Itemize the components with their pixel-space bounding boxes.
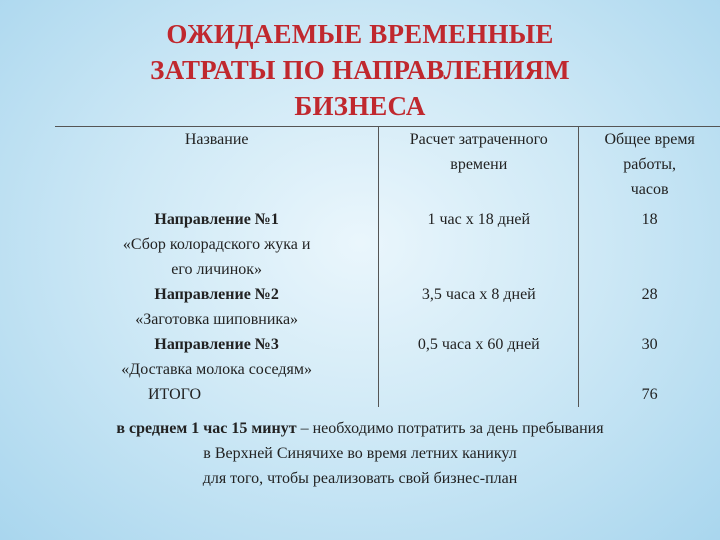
- table-row: [55, 332, 720, 382]
- title-line-1: ОЖИДАЕМЫЕ ВРЕМЕННЫЕ: [166, 19, 554, 49]
- row1-name: [55, 207, 379, 282]
- row3-hours: 30: [641, 336, 658, 353]
- conclusion-line-3: для того, чтобы реализовать свой бизнес-план: [202, 470, 518, 487]
- conclusion-rest: – необходимо потратить за день пребывания: [296, 420, 604, 437]
- header-name-text: Название: [184, 131, 249, 148]
- table-total-row: [55, 382, 720, 407]
- conclusion-bold: в среднем 1 час 15 минут: [116, 420, 297, 437]
- conclusion-line-1: [0, 416, 720, 441]
- row1-hours: 18: [641, 211, 658, 228]
- row1-direction: Направление №1: [154, 211, 279, 228]
- table-header-row: [55, 127, 720, 208]
- row1-desc-line2: его личинок»: [171, 261, 263, 278]
- header-calc-line2: времени: [450, 156, 508, 173]
- row2-desc-line1: «Заготовка шиповника»: [135, 311, 299, 328]
- header-calc-line1: Расчет затраченного: [409, 131, 548, 148]
- header-name: [55, 127, 379, 208]
- conclusion-text: [0, 416, 720, 491]
- row3-name: [55, 332, 379, 382]
- slide-title: [0, 16, 720, 124]
- title-line-3: БИЗНЕСА: [294, 91, 426, 121]
- row1-calc: 1 час х 18 дней: [379, 207, 579, 282]
- total-calc-empty: [379, 382, 579, 407]
- row2-name: [55, 282, 379, 332]
- total-label: ИТОГО: [148, 386, 202, 403]
- header-total-line3: часов: [630, 181, 669, 198]
- header-calc: [379, 127, 579, 208]
- header-total-line2: работы,: [623, 156, 677, 173]
- table-row: [55, 282, 720, 332]
- row3-calc: 0,5 часа х 60 дней: [379, 332, 579, 382]
- table-row: [55, 207, 720, 282]
- time-costs-table: [55, 126, 720, 407]
- total-hours: 76: [641, 386, 658, 403]
- header-total: [579, 127, 720, 208]
- row2-direction: Направление №2: [154, 286, 279, 303]
- row2-hours: 28: [641, 286, 658, 303]
- row2-calc: 3,5 часа х 8 дней: [379, 282, 579, 332]
- row3-direction: Направление №3: [154, 336, 279, 353]
- title-line-2: ЗАТРАТЫ ПО НАПРАВЛЕНИЯМ: [150, 55, 570, 85]
- conclusion-line-2: в Верхней Синячихе во время летних каникул: [203, 445, 517, 462]
- row1-desc-line1: «Сбор колорадского жука и: [122, 236, 311, 253]
- row3-desc-line1: «Доставка молока соседям»: [121, 361, 313, 378]
- header-total-line1: Общее время: [604, 131, 695, 148]
